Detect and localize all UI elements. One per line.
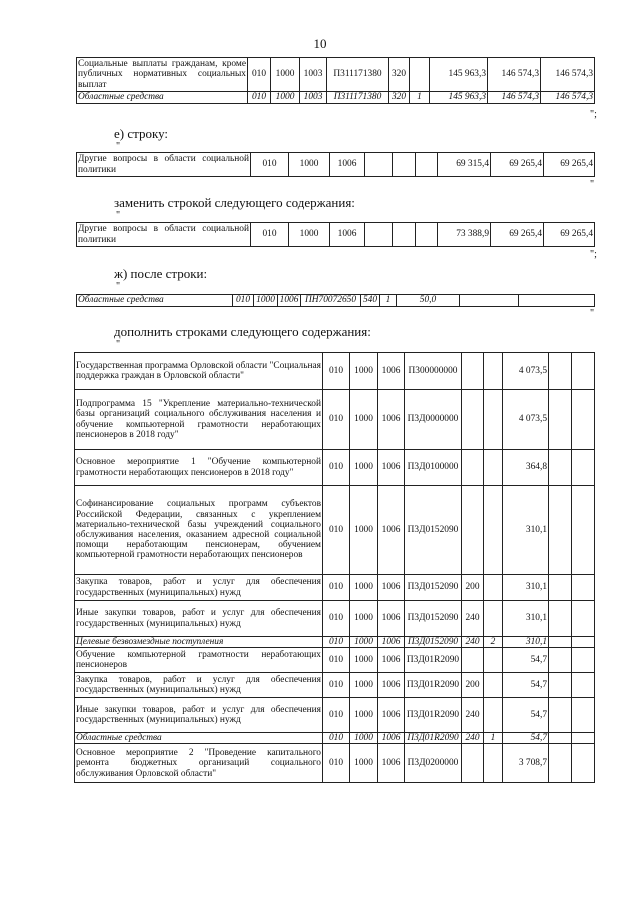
cell-value-3	[572, 648, 595, 673]
cell-vr: 200	[462, 575, 484, 601]
cell-pr: 1006	[330, 153, 365, 177]
cell-value-2	[549, 353, 572, 390]
table-row	[75, 575, 595, 601]
cell-vr	[393, 153, 416, 177]
closing-quote: ";	[590, 249, 597, 260]
cell-value-1: 310,1	[503, 486, 549, 575]
cell-vr: 240	[462, 733, 484, 744]
opening-quote: "	[116, 210, 121, 221]
cell-rz: 1000	[271, 92, 300, 104]
row-name: Социальные выплаты гражданам, кроме публичных нормативных социальных выплат	[78, 59, 246, 90]
cell-pr: 1006	[378, 601, 405, 637]
cell-pr: 1006	[378, 353, 405, 390]
table-row	[77, 153, 595, 177]
row-name: Основное мероприятие 2 "Проведение капитального ремонта бюджетных организаций социального обслуживания Орловской области"	[75, 744, 323, 783]
replace-heading: заменить строкой следующего содержания:	[114, 195, 355, 210]
table-add-rows	[74, 352, 595, 783]
cell-rz: 1000	[350, 648, 378, 673]
cell-vr: 540	[361, 295, 380, 307]
cell-value-2	[549, 673, 572, 698]
cell-gr: 010	[323, 353, 350, 390]
cell-vr	[393, 223, 416, 247]
opening-quote: "	[116, 281, 121, 292]
table-row	[75, 744, 595, 783]
cell-value-1: 54,7	[503, 698, 549, 733]
cell-rz: 1000	[350, 486, 378, 575]
cell-value-1: 73 388,9	[438, 223, 491, 247]
cell-value-1: 69 315,4	[438, 153, 491, 177]
cell-rz: 1000	[289, 223, 330, 247]
cell-value-3: 146 574,3	[541, 92, 595, 104]
cell-value-3	[572, 575, 595, 601]
cell-rz: 1000	[350, 601, 378, 637]
section-e-heading: е) строку:	[114, 126, 169, 141]
row-name: Подпрограмма 15 "Укрепление материально-технической базы организаций социального обслуживания населения и обучение компьютерной грамотности неработающих пенсионеров в 2018 году"	[75, 390, 323, 450]
cell-value-3	[519, 295, 595, 307]
cell-value-2	[549, 698, 572, 733]
cell-csr	[365, 153, 393, 177]
row-name: Закупка товаров, работ и услуг для обеспечения государственных (муниципальных) нужд	[75, 673, 323, 698]
cell-value-3: 146 574,3	[541, 58, 595, 92]
cell-pr: 1006	[330, 223, 365, 247]
cell-value-3	[572, 733, 595, 744]
cell-value-3	[572, 637, 595, 648]
cell-value-2	[549, 733, 572, 744]
cell-csr: П3Д01R2090	[405, 733, 462, 744]
cell-gr: 010	[251, 153, 289, 177]
cell-gr: 010	[323, 637, 350, 648]
cell-value-2	[549, 575, 572, 601]
cell-csr: П3Д0000000	[405, 390, 462, 450]
cell-src	[484, 673, 503, 698]
cell-csr: ПН70072650	[301, 295, 361, 307]
cell-value-1: 50,0	[397, 295, 460, 307]
cell-src: 1	[484, 733, 503, 744]
table-row	[77, 223, 595, 247]
cell-rz: 1000	[350, 390, 378, 450]
cell-csr: П311171380	[327, 92, 389, 104]
cell-value-2	[460, 295, 519, 307]
cell-rz: 1000	[350, 450, 378, 486]
cell-pr: 1006	[378, 648, 405, 673]
cell-rz: 1000	[350, 637, 378, 648]
cell-rz: 1000	[271, 58, 300, 92]
cell-src	[484, 450, 503, 486]
cell-src	[484, 601, 503, 637]
cell-gr: 010	[251, 223, 289, 247]
cell-gr: 010	[323, 648, 350, 673]
cell-rz: 1000	[350, 744, 378, 783]
row-name: Основное мероприятие 1 "Обучение компьютерной грамотности неработающих пенсионеров в 2018 году"	[75, 450, 323, 486]
cell-pr: 1006	[278, 295, 301, 307]
cell-gr: 010	[323, 450, 350, 486]
cell-csr: П3Д01R2090	[405, 698, 462, 733]
cell-value-3	[572, 353, 595, 390]
cell-csr: П3Д01R2090	[405, 673, 462, 698]
table-row	[75, 648, 595, 673]
row-name: Закупка товаров, работ и услуг для обеспечения государственных (муниципальных) нужд	[75, 575, 323, 601]
cell-rz: 1000	[350, 353, 378, 390]
table-zh-row	[76, 294, 595, 307]
cell-rz: 1000	[350, 575, 378, 601]
cell-pr: 1006	[378, 733, 405, 744]
table-row	[77, 58, 595, 92]
cell-csr	[365, 223, 393, 247]
table-row	[75, 450, 595, 486]
table-row	[75, 733, 595, 744]
cell-value-1: 310,1	[503, 575, 549, 601]
cell-csr: П3Д0152090	[405, 637, 462, 648]
cell-gr: 010	[248, 92, 271, 104]
table-row	[75, 486, 595, 575]
cell-value-3: 69 265,4	[544, 223, 595, 247]
table-replace-row	[76, 222, 595, 247]
cell-value-2	[549, 648, 572, 673]
table-row	[75, 673, 595, 698]
cell-value-2	[549, 390, 572, 450]
cell-value-2: 146 574,3	[488, 58, 541, 92]
cell-csr: П3Д0200000	[405, 744, 462, 783]
cell-gr: 010	[248, 58, 271, 92]
cell-gr: 010	[323, 601, 350, 637]
cell-vr	[462, 353, 484, 390]
cell-value-1: 3 708,7	[503, 744, 549, 783]
closing-quote: ";	[590, 109, 597, 120]
cell-value-3	[572, 450, 595, 486]
cell-rz: 1000	[350, 698, 378, 733]
row-name: Иные закупки товаров, работ и услуг для обеспечения государственных (муниципальных) нужд	[75, 601, 323, 637]
cell-pr: 1006	[378, 698, 405, 733]
cell-pr: 1006	[378, 673, 405, 698]
cell-gr: 010	[323, 673, 350, 698]
row-name: Другие вопросы в области социальной политики	[78, 154, 249, 175]
cell-value-2: 69 265,4	[491, 223, 544, 247]
row-name: Областные средства	[77, 295, 233, 307]
table-row	[77, 295, 595, 307]
table-row	[75, 601, 595, 637]
cell-vr: 240	[462, 601, 484, 637]
cell-gr: 010	[323, 486, 350, 575]
closing-quote: "	[590, 179, 595, 190]
cell-csr: П300000000	[405, 353, 462, 390]
cell-csr: П311171380	[327, 58, 389, 92]
cell-vr: 320	[389, 58, 410, 92]
cell-pr: 1006	[378, 486, 405, 575]
cell-vr	[462, 486, 484, 575]
cell-value-2: 69 265,4	[491, 153, 544, 177]
row-name: Целевые безвозмездные поступления	[75, 637, 323, 648]
cell-csr: П3Д01R2090	[405, 648, 462, 673]
row-name: Софинансирование социальных программ субъектов Российской Федерации, связанных с укреплением материально-технической базы учреждений социального обслуживания населения, оказанием адресной социальной помощи неработающим пенсионерам, обучением компьютерной грамотности неработающих пенсионеров	[75, 486, 323, 575]
cell-pr: 1006	[378, 390, 405, 450]
cell-rz: 1000	[350, 673, 378, 698]
cell-gr: 010	[323, 390, 350, 450]
cell-value-1: 310,1	[503, 601, 549, 637]
cell-value-1: 145 963,3	[430, 92, 488, 104]
cell-vr	[462, 744, 484, 783]
cell-rz: 1000	[289, 153, 330, 177]
cell-gr: 010	[323, 698, 350, 733]
cell-src	[484, 353, 503, 390]
cell-src	[484, 698, 503, 733]
table-row	[75, 353, 595, 390]
cell-src	[484, 648, 503, 673]
cell-value-1: 54,7	[503, 733, 549, 744]
row-name: Государственная программа Орловской области "Социальная поддержка граждан в Орловской области"	[75, 353, 323, 390]
cell-src	[416, 223, 438, 247]
cell-value-2: 146 574,3	[488, 92, 541, 104]
row-name: Другие вопросы в области социальной политики	[78, 224, 249, 245]
section-zh-heading: ж) после строки:	[114, 266, 208, 281]
cell-value-3: 69 265,4	[544, 153, 595, 177]
cell-src	[484, 744, 503, 783]
cell-pr: 1006	[378, 744, 405, 783]
table-row	[75, 390, 595, 450]
opening-quote: "	[116, 141, 121, 152]
cell-csr: П3Д0152090	[405, 601, 462, 637]
row-name: Областные средства	[77, 92, 248, 104]
opening-quote: "	[116, 339, 121, 350]
cell-src	[484, 390, 503, 450]
cell-vr: 240	[462, 698, 484, 733]
cell-value-1: 145 963,3	[430, 58, 488, 92]
cell-vr: 240	[462, 637, 484, 648]
cell-src	[410, 58, 430, 92]
cell-value-1: 4 073,5	[503, 353, 549, 390]
cell-value-3	[572, 698, 595, 733]
cell-gr: 010	[323, 575, 350, 601]
cell-gr: 010	[233, 295, 254, 307]
cell-value-2	[549, 637, 572, 648]
row-name: Иные закупки товаров, работ и услуг для обеспечения государственных (муниципальных) нужд	[75, 698, 323, 733]
cell-src: 1	[410, 92, 430, 104]
cell-csr: П3Д0100000	[405, 450, 462, 486]
cell-vr	[462, 450, 484, 486]
cell-src	[484, 486, 503, 575]
cell-src: 2	[484, 637, 503, 648]
cell-src	[484, 575, 503, 601]
add-heading: дополнить строками следующего содержания:	[114, 324, 371, 339]
cell-value-2	[549, 744, 572, 783]
cell-src	[416, 153, 438, 177]
cell-value-2	[549, 486, 572, 575]
cell-pr: 1006	[378, 637, 405, 648]
cell-value-1: 364,8	[503, 450, 549, 486]
cell-value-2	[549, 601, 572, 637]
cell-value-1: 54,7	[503, 673, 549, 698]
cell-csr: П3Д0152090	[405, 486, 462, 575]
cell-vr: 320	[389, 92, 410, 104]
cell-rz: 1000	[350, 733, 378, 744]
cell-value-3	[572, 390, 595, 450]
table-e-original	[76, 57, 595, 104]
cell-vr: 200	[462, 673, 484, 698]
row-name: Обучение компьютерной грамотности неработающих пенсионеров	[75, 648, 323, 673]
cell-src: 1	[380, 295, 397, 307]
cell-pr: 1003	[300, 58, 327, 92]
table-e-row	[76, 152, 595, 177]
cell-gr: 010	[323, 733, 350, 744]
table-row	[75, 698, 595, 733]
cell-pr: 1006	[378, 575, 405, 601]
cell-gr: 010	[323, 744, 350, 783]
cell-value-1: 4 073,5	[503, 390, 549, 450]
cell-vr	[462, 648, 484, 673]
cell-value-3	[572, 673, 595, 698]
table-row	[75, 637, 595, 648]
row-name: Областные средства	[75, 733, 323, 744]
cell-rz: 1000	[254, 295, 278, 307]
closing-quote: "	[590, 308, 595, 319]
table-row	[77, 92, 595, 104]
cell-vr	[462, 390, 484, 450]
cell-value-1: 54,7	[503, 648, 549, 673]
page-number: 10	[313, 36, 327, 51]
cell-value-3	[572, 601, 595, 637]
cell-value-1: 310,1	[503, 637, 549, 648]
cell-pr: 1006	[378, 450, 405, 486]
cell-pr: 1003	[300, 92, 327, 104]
cell-csr: П3Д0152090	[405, 575, 462, 601]
cell-value-3	[572, 486, 595, 575]
cell-value-2	[549, 450, 572, 486]
cell-value-3	[572, 744, 595, 783]
